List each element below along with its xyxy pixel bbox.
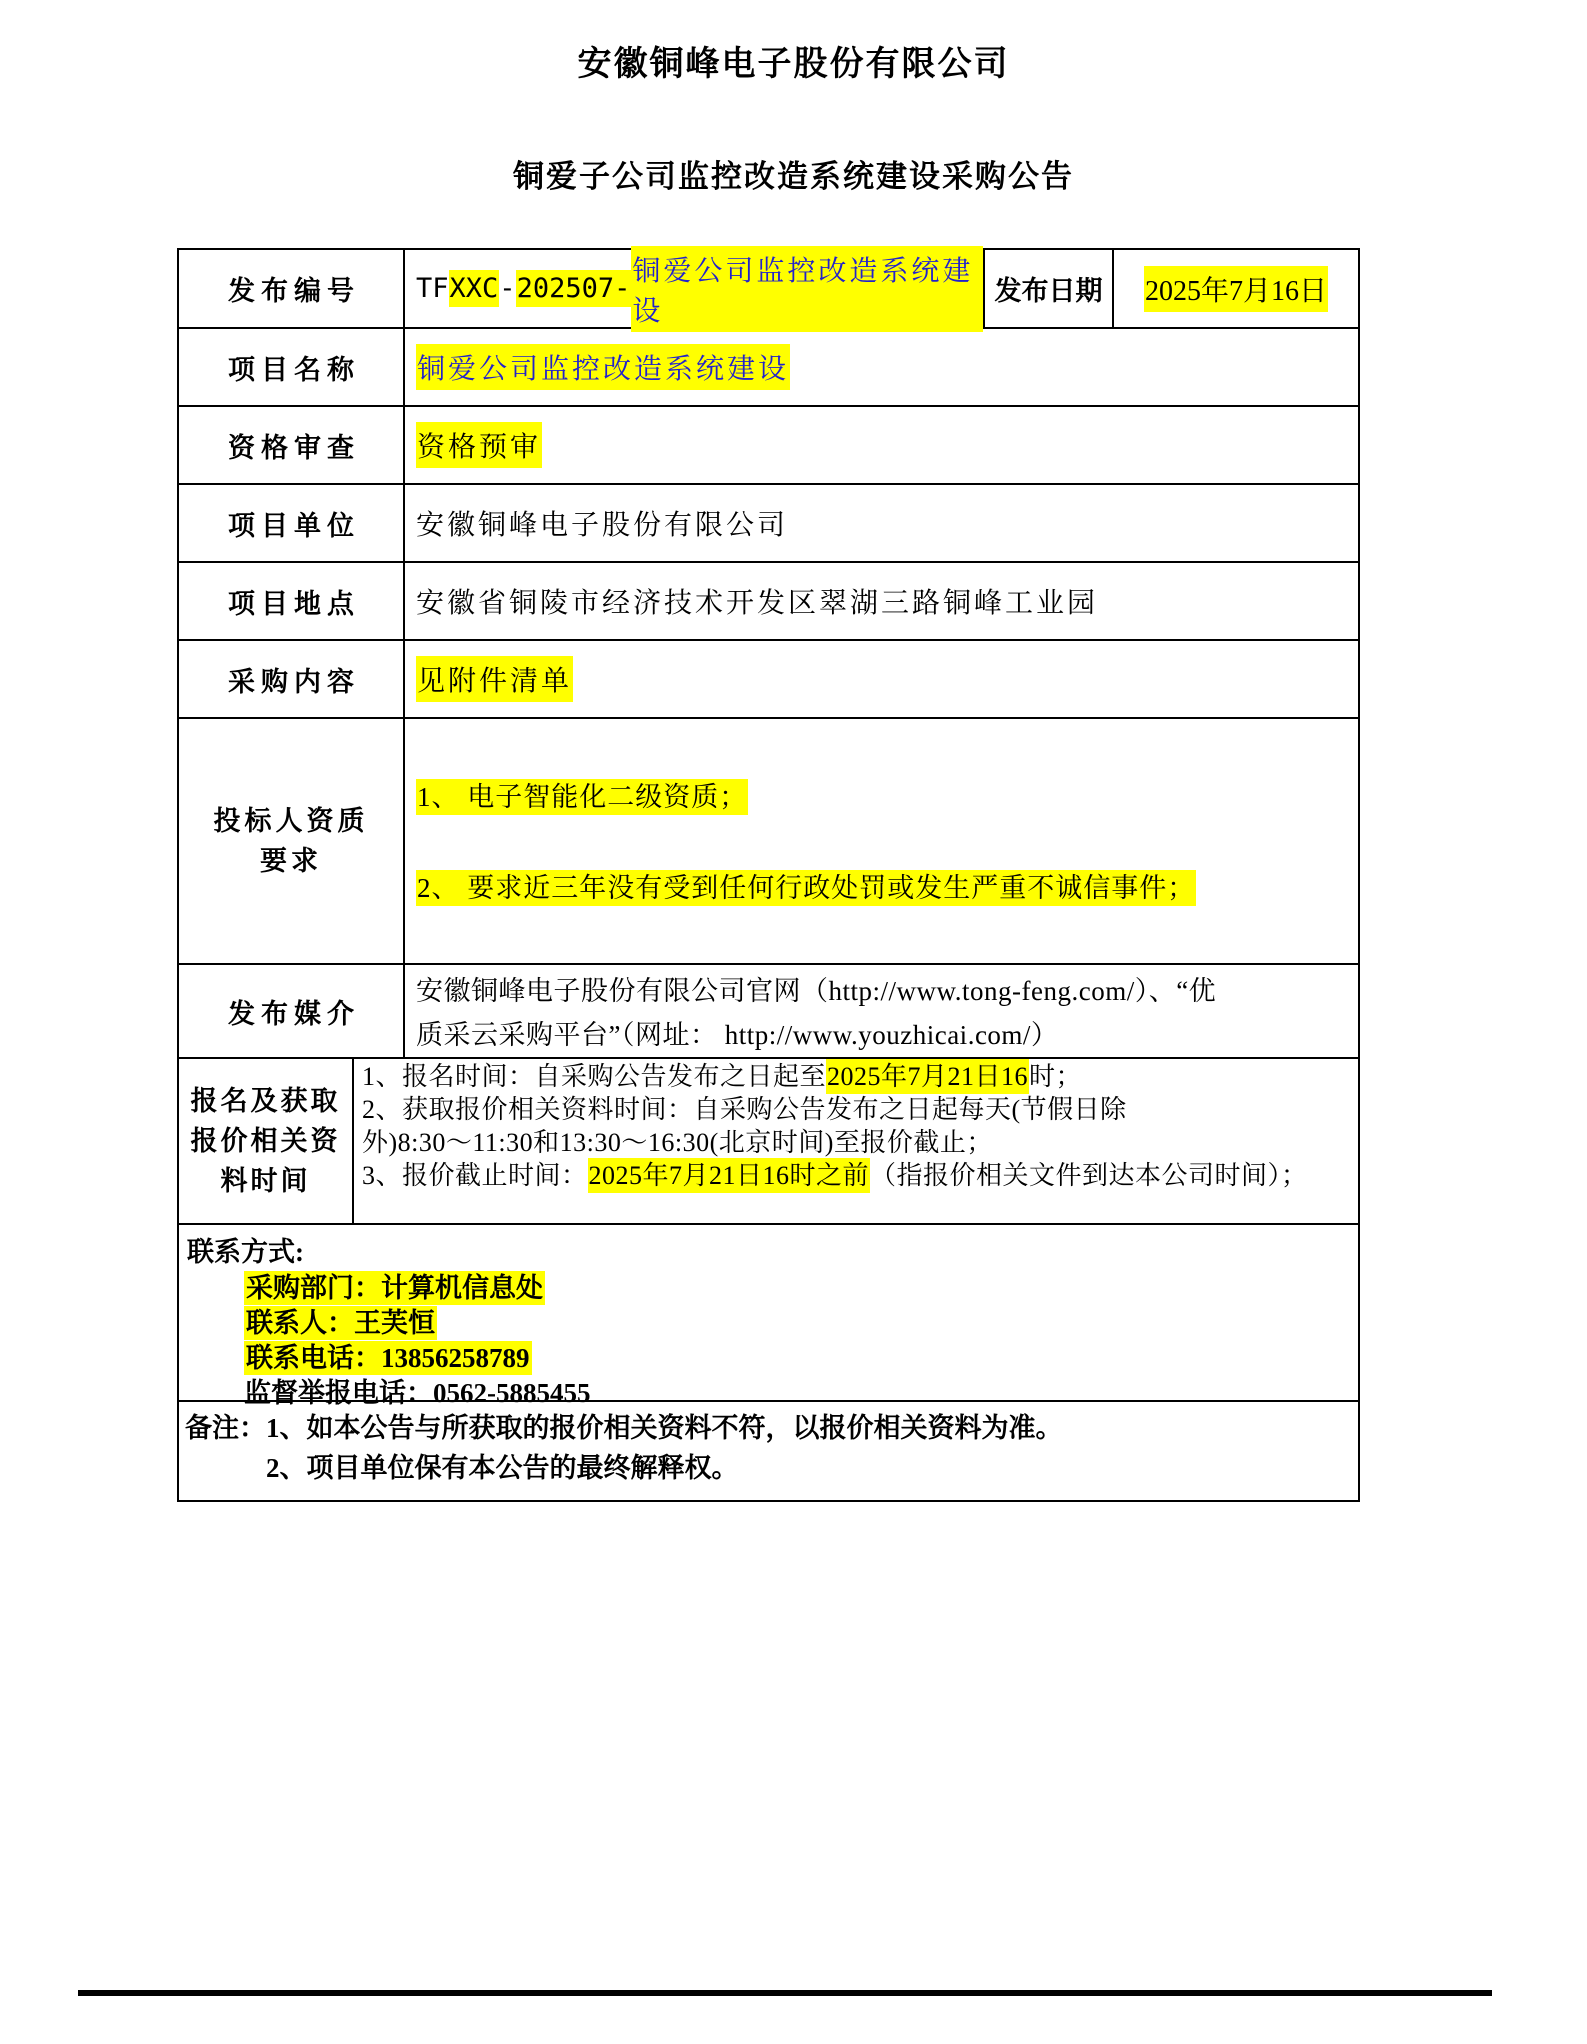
procurement-content-label-cell <box>179 641 405 717</box>
contact-cell <box>179 1225 1358 1408</box>
contact-heading: 联系方式: <box>187 1237 304 1267</box>
table-row-project-name <box>179 329 1358 407</box>
announcement-table <box>177 248 1360 1502</box>
qualification-item-1: 1、 电子智能化二级资质； <box>416 775 1348 814</box>
remarks-body <box>266 1408 1350 1500</box>
procurement-content-label: 采购内容 <box>228 666 360 697</box>
project-name-value-cell <box>405 329 1358 405</box>
project-name-label: 项目名称 <box>228 354 360 385</box>
qualification-item-2: 2、 要求近三年没有受到任何行政处罚或发生严重不诚信事件； <box>416 866 1348 905</box>
qualification-review-label-cell <box>179 407 405 483</box>
publish-date-label-cell <box>985 250 1114 327</box>
procurement-content-value: 见附件清单 <box>416 656 573 702</box>
schedule-line-3: 3、报价截止时间：2025年7月21日16时之前（指报价相关文件到达本公司时间）； <box>362 1159 1352 1192</box>
qualification-review-value: 资格预审 <box>416 422 542 468</box>
table-row-project-unit <box>179 485 1358 563</box>
project-unit-value-cell <box>405 485 1358 561</box>
qualification-review-label: 资格审查 <box>228 432 360 463</box>
schedule-label-cell <box>179 1059 354 1223</box>
contact-phone: 联系电话：13856258789 <box>246 1343 530 1373</box>
table-row-contact <box>179 1225 1358 1408</box>
publish-no-label: 发布编号 <box>228 276 360 306</box>
code-highlight-2: 202507- <box>516 270 632 307</box>
table-row-schedule <box>179 1059 1358 1225</box>
code-project-name: 铜爱公司监控改造系统建设 <box>631 246 983 332</box>
code-dash: - <box>499 273 516 304</box>
media-line-1: 安徽铜峰电子股份有限公司官网（http://www.tong-feng.com/）、“优 <box>416 976 1217 1006</box>
project-unit-value: 安徽铜峰电子股份有限公司 <box>416 510 789 541</box>
publication-media-label-cell <box>179 965 405 1057</box>
table-row-procurement-content <box>179 641 1358 719</box>
publish-code <box>416 273 631 304</box>
bidder-qualification-value-cell <box>405 719 1358 963</box>
page-footer-rule <box>78 1990 1492 1996</box>
announcement-title: 铜爱子公司监控改造系统建设采购公告 <box>513 159 1074 194</box>
bidder-qualification-label: 投标人资质要求 <box>213 806 369 876</box>
remarks-cell <box>179 1402 1358 1500</box>
schedule-label: 报名及获取报价相关资料时间 <box>190 1086 341 1196</box>
schedule-line-1: 1、报名时间：自采购公告发布之日起至2025年7月21日16时； <box>362 1060 1352 1093</box>
table-row-bidder-qualification <box>179 719 1358 965</box>
schedule-line-2b: 外)8:30～11:30和13:30～16:30(北京时间)至报价截止； <box>362 1128 993 1157</box>
table-row-remarks <box>179 1402 1358 1500</box>
bidder-qualification-label-cell <box>179 719 405 963</box>
publication-media-value-cell <box>405 965 1358 1057</box>
publish-date-label: 发布日期 <box>994 276 1103 306</box>
project-location-value: 安徽省铜陵市经济技术开发区翠湖三路铜峰工业园 <box>416 588 1099 619</box>
project-location-value-cell <box>405 563 1358 639</box>
contact-department: 采购部门：计算机信息处 <box>246 1273 543 1303</box>
project-location-label-cell <box>179 563 405 639</box>
code-highlight-1: XXC <box>449 270 500 307</box>
project-name-value: 铜爱公司监控改造系统建设 <box>416 344 790 390</box>
publish-date-value-cell <box>1114 250 1358 327</box>
remarks-prefix: 备注： <box>185 1413 266 1443</box>
procurement-content-value-cell <box>405 641 1358 717</box>
company-title: 安徽铜峰电子股份有限公司 <box>577 45 1010 83</box>
project-name-label-cell <box>179 329 405 405</box>
schedule-deadline-1: 2025年7月21日16 <box>826 1059 1029 1094</box>
contact-supervision-phone: 监督举报电话：0562-5885455 <box>244 1378 591 1408</box>
publish-date-value: 2025年7月16日 <box>1144 266 1328 312</box>
schedule-line-2a: 2、获取报价相关资料时间：自采购公告发布之日起每天(节假日除 <box>362 1095 1127 1124</box>
project-location-label: 项目地点 <box>228 588 360 619</box>
remark-line-2: 2、项目单位保有本公告的最终解释权。 <box>266 1453 739 1483</box>
code-prefix: TF <box>416 273 449 304</box>
schedule-value-cell <box>354 1059 1358 1223</box>
project-unit-label-cell <box>179 485 405 561</box>
project-unit-label: 项目单位 <box>228 510 360 541</box>
table-row-publish <box>179 250 1358 329</box>
publish-no-label-cell <box>179 250 405 327</box>
publish-no-value-cell <box>405 250 985 327</box>
media-line-2: 质采云采购平台”（网址： http://www.youzhicai.com/） <box>416 1020 1059 1050</box>
remark-line-1: 1、如本公告与所获取的报价相关资料不符，以报价相关资料为准。 <box>266 1413 1063 1443</box>
contact-person: 联系人：王芙恒 <box>246 1308 435 1338</box>
table-row-publication-media <box>179 965 1358 1059</box>
table-row-qualification-review <box>179 407 1358 485</box>
table-row-project-location <box>179 563 1358 641</box>
qualification-review-value-cell <box>405 407 1358 483</box>
schedule-deadline-2: 2025年7月21日16时之前 <box>588 1158 871 1193</box>
publication-media-label: 发布媒介 <box>228 998 360 1029</box>
